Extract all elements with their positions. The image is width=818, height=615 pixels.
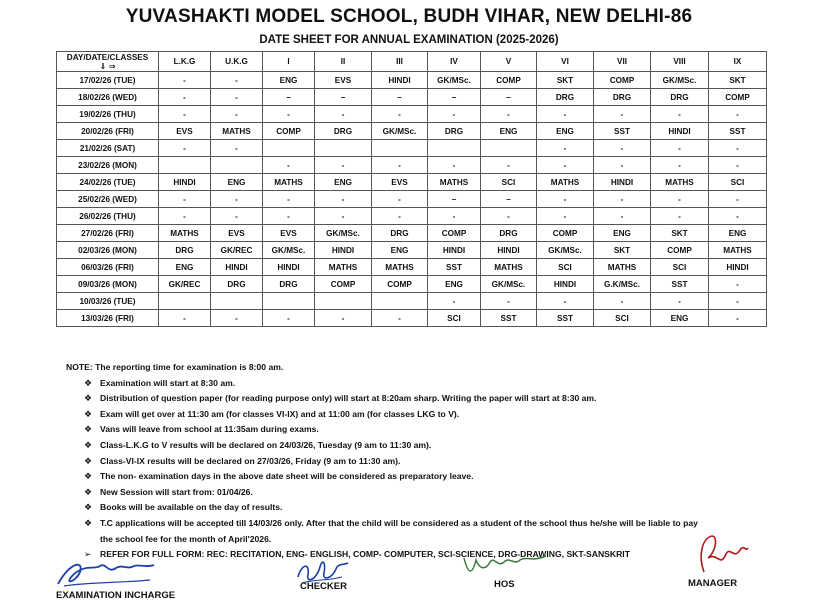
subject-cell: - <box>372 157 428 174</box>
note-text: Exam will get over at 11:30 am (for classes VI-IX) and at 11:00 am (for classes LKG to V). <box>100 408 460 419</box>
row-date: 17/02/26 (TUE) <box>57 72 159 89</box>
subject-cell: SST <box>537 310 594 327</box>
row-date: 10/03/26 (TUE) <box>57 293 159 310</box>
table-row <box>57 72 767 89</box>
note-item <box>66 516 698 532</box>
bullet-icon: ❖ <box>84 502 93 513</box>
subject-cell: - <box>428 157 481 174</box>
subject-cell: - <box>211 72 263 89</box>
note-text: Distribution of question paper (for reading purpose only) will start at 8:20am sharp. Writing the paper will start at 8:30 am. <box>100 393 597 404</box>
note-item <box>66 422 698 438</box>
class-header: U.K.G <box>211 52 263 72</box>
subject-cell: DRG <box>315 123 372 140</box>
subject-cell: - <box>481 293 537 310</box>
subject-cell: - <box>594 191 651 208</box>
subject-cell: DRG <box>537 89 594 106</box>
table-row <box>57 242 767 259</box>
subject-cell: GK/MSc. <box>372 123 428 140</box>
subject-cell: SKT <box>709 72 767 89</box>
subject-cell: - <box>159 89 211 106</box>
subject-cell: - <box>709 106 767 123</box>
subject-cell: COMP <box>651 242 709 259</box>
subject-cell: ENG <box>372 242 428 259</box>
date-sheet-body <box>57 72 767 327</box>
subject-cell: - <box>651 208 709 225</box>
table-row <box>57 157 767 174</box>
subject-cell: – <box>263 89 315 106</box>
subject-cell: HINDI <box>537 276 594 293</box>
subject-cell: SCI <box>537 259 594 276</box>
subject-cell: ENG <box>159 259 211 276</box>
subject-cell: COMP <box>428 225 481 242</box>
exam-incharge-label: EXAMINATION INCHARGE <box>56 590 176 601</box>
subject-cell: – <box>428 89 481 106</box>
row-date: 21/02/26 (SAT) <box>57 140 159 157</box>
subject-cell: SST <box>709 123 767 140</box>
subject-cell <box>372 140 428 157</box>
subject-cell: HINDI <box>315 242 372 259</box>
subject-cell: - <box>651 106 709 123</box>
class-header: VIII <box>651 52 709 72</box>
subject-cell: - <box>481 157 537 174</box>
subject-cell <box>211 157 263 174</box>
subject-cell: - <box>211 140 263 157</box>
class-header: IX <box>709 52 767 72</box>
subject-cell: MATHS <box>315 259 372 276</box>
sheet-title: DATE SHEET FOR ANNUAL EXAMINATION (2025-2026) <box>259 34 559 46</box>
table-row <box>57 140 767 157</box>
subject-cell: EVS <box>159 123 211 140</box>
subject-cell: MATHS <box>428 174 481 191</box>
subject-cell: - <box>372 191 428 208</box>
subject-cell: – <box>428 191 481 208</box>
subject-cell: SCI <box>651 259 709 276</box>
subject-cell: ENG <box>211 174 263 191</box>
row-date: 26/02/26 (THU) <box>57 208 159 225</box>
subject-cell: DRG <box>211 276 263 293</box>
table-row <box>57 106 767 123</box>
subject-cell: DRG <box>428 123 481 140</box>
subject-cell: SST <box>651 276 709 293</box>
subject-cell: DRG <box>594 89 651 106</box>
subject-cell: MATHS <box>211 123 263 140</box>
subject-cell: ENG <box>537 123 594 140</box>
subject-cell: MATHS <box>594 259 651 276</box>
hos-signature <box>460 548 550 580</box>
subject-cell: HINDI <box>594 174 651 191</box>
notes-list <box>66 376 698 548</box>
subject-cell: - <box>651 157 709 174</box>
note-item <box>66 469 698 485</box>
subject-cell: COMP <box>481 72 537 89</box>
subject-cell: - <box>263 106 315 123</box>
subject-cell: ENG <box>315 174 372 191</box>
subject-cell: SST <box>594 123 651 140</box>
class-header: III <box>372 52 428 72</box>
subject-cell: MATHS <box>263 174 315 191</box>
subject-cell: - <box>651 191 709 208</box>
subject-cell: G.K/MSc. <box>594 276 651 293</box>
subject-cell: GK/MSc. <box>315 225 372 242</box>
subject-cell: - <box>594 157 651 174</box>
subject-cell: SKT <box>594 242 651 259</box>
subject-cell: - <box>481 208 537 225</box>
note-text: Examination will start at 8:30 am. <box>100 377 236 388</box>
subject-cell: GK/REC <box>159 276 211 293</box>
subject-cell: - <box>537 293 594 310</box>
subject-cell <box>315 293 372 310</box>
subject-cell: – <box>372 89 428 106</box>
subject-cell <box>428 140 481 157</box>
subject-cell: - <box>159 72 211 89</box>
subject-cell: GK/MSc. <box>651 72 709 89</box>
subject-cell <box>211 293 263 310</box>
note-item <box>66 391 698 407</box>
row-date: 27/02/26 (FRI) <box>57 225 159 242</box>
subject-cell: ENG <box>481 123 537 140</box>
class-header: II <box>315 52 372 72</box>
subject-cell: ENG <box>428 276 481 293</box>
subject-cell <box>481 140 537 157</box>
notes-section <box>66 360 698 563</box>
table-row <box>57 191 767 208</box>
subject-cell: - <box>709 140 767 157</box>
subject-cell <box>159 293 211 310</box>
subject-cell: GK/MSc. <box>537 242 594 259</box>
exam-incharge-signature <box>50 556 170 590</box>
subject-cell <box>263 140 315 157</box>
subject-cell: SST <box>428 259 481 276</box>
subject-cell: EVS <box>315 72 372 89</box>
subject-cell: - <box>709 293 767 310</box>
subject-cell: HINDI <box>428 242 481 259</box>
corner-label: DAY/DATE/CLASSES <box>66 52 149 62</box>
subject-cell: - <box>594 208 651 225</box>
class-header: VI <box>537 52 594 72</box>
subject-cell: - <box>315 310 372 327</box>
subject-cell: SCI <box>709 174 767 191</box>
subject-cell: - <box>651 140 709 157</box>
subject-cell: COMP <box>263 123 315 140</box>
subject-cell: - <box>537 208 594 225</box>
note-text: Class-VI-IX results will be declared on 27/03/26, Friday (9 am to 11:30 am). <box>100 455 401 466</box>
subject-cell: - <box>211 208 263 225</box>
subject-cell: DRG <box>159 242 211 259</box>
subject-cell: MATHS <box>481 259 537 276</box>
row-date: 09/03/26 (MON) <box>57 276 159 293</box>
note-item <box>66 485 698 501</box>
bullet-icon: ❖ <box>84 439 93 450</box>
subject-cell: - <box>263 310 315 327</box>
note-text: The non- examination days in the above date sheet will be considered as preparatory leave. <box>100 471 474 482</box>
subject-cell: GK/MSc. <box>263 242 315 259</box>
subject-cell: HINDI <box>481 242 537 259</box>
subject-cell: - <box>159 208 211 225</box>
subject-cell: HINDI <box>372 72 428 89</box>
corner-header <box>57 52 159 72</box>
refer-text: REFER FOR FULL FORM: REC: RECITATION, ENG- ENGLISH, COMP- COMPUTER, SCI-SCIENCE, DRG-DRAWING, SKT-SANSKRIT <box>100 549 630 560</box>
subject-cell: MATHS <box>372 259 428 276</box>
note-text: New Session will start from: 01/04/26. <box>100 486 253 497</box>
row-date: 18/02/26 (WED) <box>57 89 159 106</box>
subject-cell: HINDI <box>651 123 709 140</box>
subject-cell: HINDI <box>709 259 767 276</box>
bullet-icon: ❖ <box>84 517 93 528</box>
subject-cell: COMP <box>372 276 428 293</box>
subject-cell: EVS <box>372 174 428 191</box>
notes-heading: NOTE: The reporting time for examination is 8:00 am. <box>66 362 284 372</box>
subject-cell: MATHS <box>709 242 767 259</box>
row-date: 20/02/26 (FRI) <box>57 123 159 140</box>
subject-cell: - <box>159 310 211 327</box>
subject-cell: – <box>315 89 372 106</box>
subject-cell: ENG <box>263 72 315 89</box>
bullet-icon: ❖ <box>84 486 93 497</box>
note-text: Vans will leave from school at 11:35am during exams. <box>100 424 319 435</box>
arrow-icon: ➢ <box>84 549 92 560</box>
subject-cell: - <box>709 157 767 174</box>
subject-cell: - <box>372 208 428 225</box>
subject-cell: - <box>537 191 594 208</box>
subject-cell: - <box>594 140 651 157</box>
note-item <box>66 376 698 392</box>
class-header: I <box>263 52 315 72</box>
subject-cell: ENG <box>651 310 709 327</box>
subject-cell: – <box>481 191 537 208</box>
subject-cell <box>263 293 315 310</box>
bullet-icon: ❖ <box>84 408 93 419</box>
table-row <box>57 293 767 310</box>
subject-cell: HINDI <box>263 259 315 276</box>
note-item <box>66 500 698 516</box>
hos-label: HOS <box>494 579 515 590</box>
manager-signature <box>690 532 750 578</box>
table-row <box>57 225 767 242</box>
row-date: 19/02/26 (THU) <box>57 106 159 123</box>
subject-cell: - <box>428 293 481 310</box>
subject-cell: HINDI <box>159 174 211 191</box>
subject-cell: - <box>709 208 767 225</box>
subject-cell: ENG <box>594 225 651 242</box>
bullet-icon: ❖ <box>84 377 93 388</box>
subject-cell: - <box>315 157 372 174</box>
manager-label: MANAGER <box>688 578 738 589</box>
subject-cell: SST <box>481 310 537 327</box>
bullet-icon: ❖ <box>84 455 93 466</box>
note-item <box>66 454 698 470</box>
class-header: V <box>481 52 537 72</box>
subject-cell: MATHS <box>537 174 594 191</box>
note-item <box>66 438 698 454</box>
subject-cell: - <box>372 106 428 123</box>
subject-cell: ENG <box>709 225 767 242</box>
subject-cell: EVS <box>211 225 263 242</box>
row-date: 06/03/26 (FRI) <box>57 259 159 276</box>
note-continuation: the school fee for the month of April'2026. <box>100 533 272 544</box>
subject-cell: SCI <box>428 310 481 327</box>
checker-label: CHECKER <box>300 581 347 592</box>
note-item <box>66 407 698 423</box>
subject-cell <box>315 140 372 157</box>
class-header: IV <box>428 52 481 72</box>
subject-cell: - <box>537 106 594 123</box>
corner-arrows: ⇓ ⇒ <box>99 61 116 71</box>
subject-cell: - <box>263 157 315 174</box>
note-text: T.C applications will be accepted till 14/03/26 only. After that the child will be considered as a student of the school thus he/she will be liable to pay <box>100 517 698 528</box>
bullet-icon: ❖ <box>84 424 93 435</box>
table-row <box>57 174 767 191</box>
subject-cell: - <box>263 208 315 225</box>
subject-cell: - <box>594 293 651 310</box>
subject-cell: - <box>159 191 211 208</box>
bullet-icon: ❖ <box>84 471 93 482</box>
subject-cell: - <box>263 191 315 208</box>
subject-cell: GK/REC <box>211 242 263 259</box>
school-name: YUVASHAKTI MODEL SCHOOL, BUDH VIHAR, NEW DELHI-86 <box>125 6 693 27</box>
note-text: Class-L.K.G to V results will be declared on 24/03/26, Tuesday (9 am to 11:30 am). <box>100 439 432 450</box>
subject-cell: COMP <box>594 72 651 89</box>
row-date: 13/03/26 (FRI) <box>57 310 159 327</box>
subject-cell: DRG <box>263 276 315 293</box>
table-row <box>57 310 767 327</box>
row-date: 24/02/26 (TUE) <box>57 174 159 191</box>
class-header: L.K.G <box>159 52 211 72</box>
subject-cell: COMP <box>709 89 767 106</box>
subject-cell: SKT <box>651 225 709 242</box>
subject-cell: - <box>481 106 537 123</box>
subject-cell: - <box>709 276 767 293</box>
subject-cell: - <box>211 191 263 208</box>
subject-cell: - <box>594 106 651 123</box>
subject-cell: COMP <box>537 225 594 242</box>
subject-cell: - <box>428 208 481 225</box>
subject-cell: - <box>372 310 428 327</box>
subject-cell: – <box>481 89 537 106</box>
table-row <box>57 208 767 225</box>
subject-cell <box>372 293 428 310</box>
table-row <box>57 259 767 276</box>
subject-cell: MATHS <box>651 174 709 191</box>
row-date: 25/02/26 (WED) <box>57 191 159 208</box>
class-header: VII <box>594 52 651 72</box>
subject-cell: MATHS <box>159 225 211 242</box>
subject-cell: GK/MSc. <box>428 72 481 89</box>
bullet-icon: ❖ <box>84 393 93 404</box>
subject-cell: SCI <box>481 174 537 191</box>
subject-cell: EVS <box>263 225 315 242</box>
subject-cell <box>159 157 211 174</box>
subject-cell: SCI <box>594 310 651 327</box>
subject-cell: - <box>537 157 594 174</box>
subject-cell: HINDI <box>211 259 263 276</box>
subject-cell: - <box>537 140 594 157</box>
subject-cell: - <box>159 106 211 123</box>
date-sheet-table <box>56 51 767 327</box>
table-header-row <box>57 52 767 72</box>
subject-cell: - <box>315 106 372 123</box>
subject-cell: - <box>159 140 211 157</box>
note-text: Books will be available on the day of results. <box>100 502 283 513</box>
subject-cell: - <box>315 208 372 225</box>
row-date: 02/03/26 (MON) <box>57 242 159 259</box>
subject-cell: DRG <box>372 225 428 242</box>
subject-cell: DRG <box>651 89 709 106</box>
subject-cell: - <box>315 191 372 208</box>
subject-cell: - <box>428 106 481 123</box>
table-row <box>57 89 767 106</box>
subject-cell: - <box>651 293 709 310</box>
subject-cell: DRG <box>481 225 537 242</box>
subject-cell: SKT <box>537 72 594 89</box>
table-row <box>57 276 767 293</box>
subject-cell: GK/MSc. <box>481 276 537 293</box>
subject-cell: - <box>211 89 263 106</box>
subject-cell: - <box>709 310 767 327</box>
row-date: 23/02/26 (MON) <box>57 157 159 174</box>
subject-cell: COMP <box>315 276 372 293</box>
table-row <box>57 123 767 140</box>
subject-cell: - <box>211 310 263 327</box>
subject-cell: - <box>211 106 263 123</box>
subject-cell: - <box>709 191 767 208</box>
